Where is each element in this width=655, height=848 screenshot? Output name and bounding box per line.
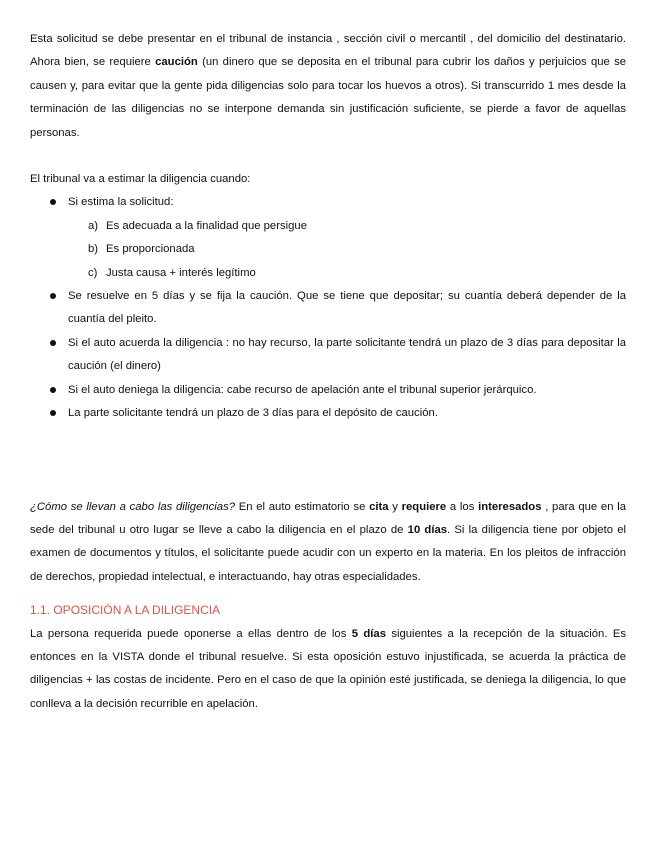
cita-term: cita: [369, 500, 389, 513]
bullet-dot-icon: [50, 199, 56, 205]
intro-paragraph: [30, 28, 626, 145]
bullet-item: [30, 285, 626, 332]
bullet-dot-icon: [50, 387, 56, 393]
como-text-2: y: [388, 500, 402, 513]
section-heading: 1.1. OPOSICIÓN A LA DILIGENCIA: [30, 603, 221, 618]
bullet-dot-icon: [50, 410, 56, 416]
bullet-text: La parte solicitante tendrá un plazo de 3 días para el depósito de caución.: [68, 407, 438, 420]
intro-text-1: Esta solicitud se debe presentar en el tribunal de instancia , sección civil o mercantil , del domicilio del destinatario. Ahora bien, se requiere: [30, 33, 626, 69]
como-text-4: , para que en la sede del tribunal u otro lugar se lleve a cabo la diligencia en el plazo de: [30, 500, 626, 536]
bullet-dot-icon: [50, 293, 56, 299]
bullet-text: Si el auto deniega la diligencia: cabe recurso de apelación ante el tribunal superior jerárquico.: [68, 383, 537, 396]
cinco-dias-term: 5 días: [351, 627, 386, 640]
sub-list: [30, 215, 626, 285]
bullet-text: Si estima la solicitud:: [68, 196, 174, 209]
interesados-term: interesados: [478, 500, 542, 513]
sub-letter: b): [88, 243, 99, 256]
sub-letter: c): [88, 266, 98, 279]
bullet-item: [30, 379, 626, 402]
sub-item-b: [30, 238, 626, 261]
intro-text-2: (un dinero que se deposita en el tribunal para cubrir los daños y perjuicios que se causen y, para evitar que la gente pida diligencias solo para tocar los huevos a otros). Si transcurrido 1 mes desde la terminación de las diligencias no se interpone demanda sin justificación suficiente, se pierde a favor de aquellas personas.: [30, 56, 626, 139]
bullet-item: [30, 191, 626, 214]
bullet-item: [30, 332, 626, 379]
bullet-text: Si el auto acuerda la diligencia : no hay recurso, la parte solicitante tendrá un plazo de 3 días para depositar la caución (el dinero): [68, 336, 626, 373]
como-text-3: a los: [446, 500, 479, 513]
como-paragraph: [30, 496, 626, 590]
estimation-lead: El tribunal va a estimar la diligencia cuando:: [30, 173, 251, 186]
estimation-list-continued: [30, 285, 626, 425]
bullet-text: Se resuelve en 5 días y se fija la caución. Que se tiene que depositar; su cuantía deberá depender de la cuantía del pleito.: [68, 290, 626, 326]
bullet-item: [30, 402, 626, 425]
sub-letter: a): [88, 219, 99, 232]
como-text-1: En el auto estimatorio se: [235, 500, 370, 513]
bullet-dot-icon: [50, 340, 56, 346]
como-question: ¿Cómo se llevan a cabo las diligencias?: [30, 500, 236, 513]
sub-text: Es adecuada a la finalidad que persigue: [106, 219, 307, 232]
section-paragraph: [30, 623, 626, 717]
requiere-term: requiere: [401, 500, 447, 513]
section-text-1: La persona requerida puede oponerse a ellas dentro de los: [30, 627, 352, 640]
caucion-term: caución: [155, 56, 198, 69]
sub-text: Justa causa + interés legítimo: [106, 266, 256, 279]
sub-item-a: [30, 215, 626, 238]
como-text-5: . Si la diligencia tiene por objeto el examen de documentos y títulos, el solicitante puede acudir con un experto en la materia. En los pleitos de infracción de derechos, propiedad intelectual, e interactuando, hay otras especialidades.: [30, 523, 627, 583]
sub-item-c: [30, 262, 626, 285]
plazo-term: 10 días: [407, 523, 448, 536]
document-page: [30, 28, 626, 716]
sub-text: Es proporcionada: [106, 243, 195, 256]
estimation-list: [30, 191, 626, 214]
section-text-2: siguientes a la recepción de la situación. Es entonces en la VISTA donde el tribunal resuelve. Si esta oposición estuvo injustificada, se acuerda la práctica de diligencias + las costas de incidente. Pero en el caso de que la opinión esté justificada, se deniega la diligencia, lo que conlleva a la decisión recurrible en apelación.: [30, 627, 626, 710]
